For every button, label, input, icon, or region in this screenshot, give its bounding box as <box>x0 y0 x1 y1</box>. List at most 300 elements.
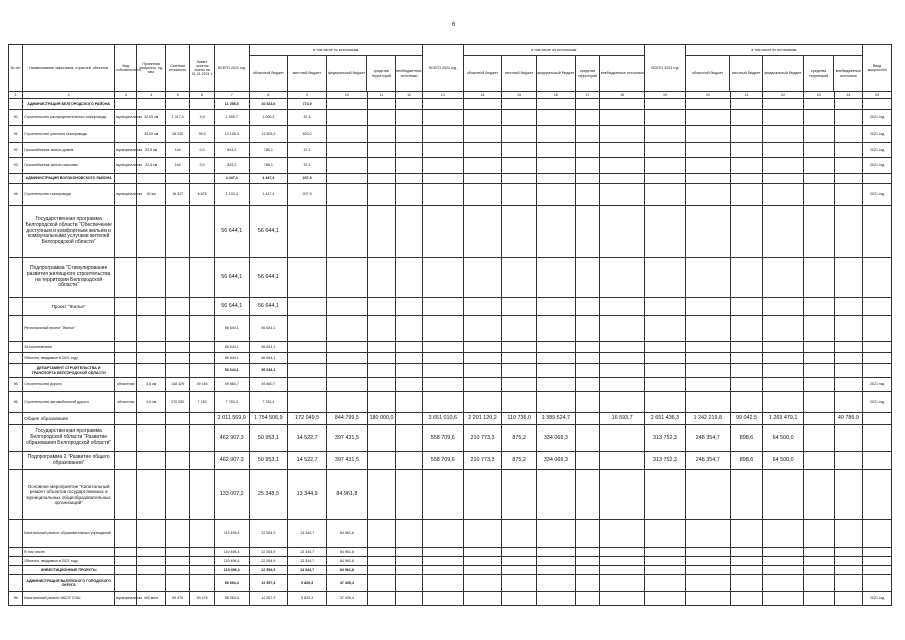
column-number: 9 <box>288 92 327 99</box>
cell <box>367 110 396 126</box>
row-name: Общее образование <box>23 413 115 425</box>
cell <box>804 452 835 470</box>
column-number: 25 <box>863 92 892 99</box>
cell <box>367 378 396 392</box>
cell <box>367 548 396 557</box>
cell <box>536 342 575 353</box>
cell <box>396 520 423 548</box>
table-row <box>9 575 892 592</box>
cell <box>137 174 166 184</box>
cell: 96 <box>9 392 23 413</box>
cell <box>834 364 863 378</box>
cell <box>575 158 599 174</box>
cell <box>190 566 214 575</box>
cell <box>600 158 645 174</box>
cell: 898,6 <box>730 425 763 452</box>
cell <box>137 298 166 316</box>
cell <box>288 298 327 316</box>
cell <box>863 575 892 592</box>
row-name: Строительство уличного газопровода <box>23 126 115 143</box>
cell <box>396 206 423 258</box>
cell <box>863 452 892 470</box>
cell <box>327 99 368 110</box>
cell <box>730 143 763 158</box>
cell <box>396 174 423 184</box>
cell <box>165 566 189 575</box>
cell <box>685 143 730 158</box>
cell <box>804 126 835 143</box>
cell <box>9 566 23 575</box>
cell <box>9 206 23 258</box>
cell: 6 875 <box>190 184 214 206</box>
cell <box>502 184 537 206</box>
cell: 56 644,1 <box>214 353 249 364</box>
cell <box>463 342 502 353</box>
column-number: 3 <box>115 92 137 99</box>
cell <box>685 364 730 378</box>
cell <box>685 592 730 606</box>
cell <box>165 548 189 557</box>
table-row <box>9 126 892 143</box>
column-number: 6 <box>190 92 214 99</box>
cell: 313 752,3 <box>645 452 686 470</box>
cell <box>536 206 575 258</box>
cell <box>763 110 804 126</box>
cell: 0,0 <box>190 158 214 174</box>
column-number: 1 <box>9 92 23 99</box>
cell <box>730 548 763 557</box>
cell: 558 709,6 <box>422 452 463 470</box>
row-name: Основное мероприятие "Капитальный ремонт объектов государственных и муниципальных общеобразовательных организаций" <box>23 470 115 520</box>
cell <box>396 353 423 364</box>
cell <box>685 110 730 126</box>
cell <box>115 413 137 425</box>
cell: 90 <box>9 110 23 126</box>
cell <box>137 353 166 364</box>
cell <box>600 425 645 452</box>
cell <box>834 557 863 566</box>
cell <box>137 566 166 575</box>
cell <box>422 548 463 557</box>
table-row <box>9 557 892 566</box>
cell <box>9 298 23 316</box>
cell: 56 644,1 <box>214 298 249 316</box>
cell <box>730 520 763 548</box>
cell <box>502 392 537 413</box>
cell <box>575 353 599 364</box>
cell <box>536 392 575 413</box>
cell <box>536 378 575 392</box>
cell: 558 709,6 <box>422 425 463 452</box>
cell <box>115 258 137 298</box>
cell <box>804 425 835 452</box>
cell: 207,9 <box>288 174 327 184</box>
column-number: 2 <box>23 92 115 99</box>
table-row <box>9 99 892 110</box>
cell: 91 <box>9 126 23 143</box>
cell <box>600 566 645 575</box>
cell: 57,1 <box>288 143 327 158</box>
cell <box>9 413 23 425</box>
cell <box>463 174 502 184</box>
cell: 2 651 436,3 <box>645 413 686 425</box>
table-row <box>9 520 892 548</box>
column-number: 16 <box>536 92 575 99</box>
cell: муниципальная <box>115 592 137 606</box>
cell <box>502 364 537 378</box>
row-name: Газоснабжение жилых домов <box>23 143 115 158</box>
cell <box>763 316 804 342</box>
col-num: № п/п <box>9 45 23 92</box>
cell <box>422 575 463 592</box>
row-name: Строительство газопровода <box>23 184 115 206</box>
cell: областная <box>115 378 137 392</box>
cell <box>165 298 189 316</box>
header-row <box>9 45 892 92</box>
cell <box>763 184 804 206</box>
row-name: ДЕПАРТАМЕНТ СТРОИТЕЛЬСТВА И ТРАНСПОРТА БЕЛГОРОДСКОЙ ОБЛАСТИ <box>23 364 115 378</box>
column-number: 8 <box>249 92 288 99</box>
table-row <box>9 566 892 575</box>
row-name: Объекты, вводимые в 2021 году <box>23 353 115 364</box>
cell <box>834 566 863 575</box>
column-number: 24 <box>834 92 863 99</box>
cell: 270 000 <box>165 392 189 413</box>
cell <box>804 143 835 158</box>
cell <box>730 575 763 592</box>
cell <box>763 470 804 520</box>
cell <box>863 548 892 557</box>
cell <box>575 126 599 143</box>
cell: 462 907,3 <box>214 425 249 452</box>
row-name: Капитальный ремонт образовательных учреждений <box>23 520 115 548</box>
cell <box>645 184 686 206</box>
row-name: В том числе: <box>23 548 115 557</box>
row-name: Региональный проект "Жилье" <box>23 316 115 342</box>
cell <box>863 206 892 258</box>
cell <box>463 392 502 413</box>
cell <box>575 425 599 452</box>
cell <box>502 548 537 557</box>
cell <box>804 342 835 353</box>
cell <box>685 470 730 520</box>
cell: 148 429 <box>165 378 189 392</box>
cell <box>645 258 686 298</box>
cell <box>502 143 537 158</box>
col-14: областной бюджет <box>464 56 503 91</box>
cell: 40 км <box>137 184 166 206</box>
cell <box>422 110 463 126</box>
cell <box>575 520 599 548</box>
table-row <box>9 548 892 557</box>
cell: 334 069,3 <box>536 452 575 470</box>
cell <box>502 470 537 520</box>
cell <box>367 520 396 548</box>
cell <box>190 575 214 592</box>
cell <box>834 298 863 316</box>
cell: 10 523,6 <box>249 99 288 110</box>
cell <box>763 126 804 143</box>
cell <box>804 378 835 392</box>
cell <box>804 174 835 184</box>
cell <box>685 557 730 566</box>
cell <box>730 470 763 520</box>
cell <box>367 298 396 316</box>
table-row <box>9 364 892 378</box>
cell <box>9 99 23 110</box>
cell <box>600 592 645 606</box>
cell <box>288 364 327 378</box>
cell <box>730 110 763 126</box>
row-name: За исключением <box>23 342 115 353</box>
cell <box>422 378 463 392</box>
cell <box>190 99 214 110</box>
cell <box>600 99 645 110</box>
cell <box>396 298 423 316</box>
cell <box>327 110 368 126</box>
cell <box>396 548 423 557</box>
cell <box>367 470 396 520</box>
cell: 1 389 524,7 <box>536 413 575 425</box>
table-row <box>9 470 892 520</box>
cell <box>115 452 137 470</box>
cell <box>645 392 686 413</box>
cell <box>763 353 804 364</box>
col-21: местный бюджет <box>730 56 763 91</box>
cell <box>685 566 730 575</box>
column-number: 13 <box>422 92 463 99</box>
cell: 2021 год <box>863 184 892 206</box>
cell: 5 829,3 <box>288 575 327 592</box>
cell: 1 754 506,9 <box>249 413 288 425</box>
table-row <box>9 592 892 606</box>
cell <box>396 566 423 575</box>
cell: 7 783,4 <box>249 392 288 413</box>
cell <box>730 592 763 606</box>
cell <box>763 575 804 592</box>
cell <box>396 143 423 158</box>
cell <box>863 557 892 566</box>
cell: 207,9 <box>288 184 327 206</box>
cell <box>422 353 463 364</box>
cell <box>190 316 214 342</box>
cell <box>763 99 804 110</box>
cell <box>367 143 396 158</box>
col-20: областной бюджет <box>686 56 731 91</box>
cell <box>190 557 214 566</box>
cell <box>396 592 423 606</box>
cell <box>645 378 686 392</box>
cell <box>575 174 599 184</box>
cell: 13 505,3 <box>249 126 288 143</box>
cell <box>367 99 396 110</box>
cell <box>367 126 396 143</box>
cell <box>834 126 863 143</box>
cell <box>685 174 730 184</box>
cell <box>575 557 599 566</box>
cell: 875,2 <box>502 425 537 452</box>
cell <box>422 184 463 206</box>
cell <box>463 548 502 557</box>
cell <box>9 557 23 566</box>
cell: 2021 год <box>863 392 892 413</box>
cell <box>463 143 502 158</box>
cell <box>367 158 396 174</box>
cell: 4,5 км <box>137 392 166 413</box>
cell <box>645 548 686 557</box>
column-number: 23 <box>804 92 835 99</box>
cell <box>575 548 599 557</box>
cell <box>463 126 502 143</box>
cell <box>9 258 23 298</box>
cell: 56 644,1 <box>249 206 288 258</box>
cell <box>463 364 502 378</box>
cell <box>804 520 835 548</box>
cell: 22 554,9 <box>249 557 288 566</box>
cell <box>685 184 730 206</box>
table-row <box>9 413 892 425</box>
column-number: 4 <box>137 92 166 99</box>
cell <box>536 158 575 174</box>
cell <box>288 316 327 342</box>
cell <box>536 174 575 184</box>
cell: 2021 год <box>863 110 892 126</box>
cell <box>600 110 645 126</box>
cell <box>575 364 599 378</box>
cell <box>9 575 23 592</box>
cell: 49 164 <box>190 378 214 392</box>
cell <box>396 425 423 452</box>
column-number: 12 <box>396 92 423 99</box>
cell: 1 133,4 <box>214 184 249 206</box>
cell <box>115 99 137 110</box>
cell <box>685 206 730 258</box>
cell <box>115 353 137 364</box>
cell <box>730 184 763 206</box>
cell: 56 644,1 <box>249 353 288 364</box>
cell <box>645 557 686 566</box>
cell <box>137 425 166 452</box>
col-name: Наименование заказчиков, отраслей, объектов <box>23 45 115 92</box>
cell <box>463 520 502 548</box>
cell: 1 242 219,8 <box>685 413 730 425</box>
column-number: 7 <box>214 92 249 99</box>
cell <box>730 206 763 258</box>
cell <box>327 158 368 174</box>
cell <box>502 174 537 184</box>
cell <box>9 316 23 342</box>
cell <box>730 316 763 342</box>
cell <box>422 316 463 342</box>
cell <box>645 592 686 606</box>
cell: 13 344,9 <box>288 470 327 520</box>
table-row <box>9 353 892 364</box>
cell <box>730 174 763 184</box>
cell <box>463 298 502 316</box>
cell <box>600 298 645 316</box>
cell: 7 783 <box>190 392 214 413</box>
cell: 119 496,4 <box>214 557 249 566</box>
row-name: Подпрограмма "Стимулирование развития жилищного строительства на территории Белгородской области" <box>23 258 115 298</box>
cell <box>165 413 189 425</box>
cell <box>804 566 835 575</box>
col-limit: Лимит. остаток сметы на 01.01.2021 г. <box>190 45 214 92</box>
cell <box>863 174 892 184</box>
cell <box>327 174 368 184</box>
cell: 603,0 <box>288 126 327 143</box>
cell <box>730 298 763 316</box>
cell <box>600 470 645 520</box>
cell <box>115 126 137 143</box>
cell: 95 <box>9 378 23 392</box>
cell <box>804 298 835 316</box>
cell: 39,0 <box>190 126 214 143</box>
cell <box>327 353 368 364</box>
cell <box>834 575 863 592</box>
cell: 2021 год <box>863 592 892 606</box>
cell <box>367 364 396 378</box>
cell <box>190 548 214 557</box>
cell: 843,2 <box>214 158 249 174</box>
cell: 56 644,1 <box>214 258 249 298</box>
cell <box>575 575 599 592</box>
cell <box>190 258 214 298</box>
cell <box>685 126 730 143</box>
table-row <box>9 342 892 353</box>
cell <box>137 470 166 520</box>
cell <box>137 520 166 548</box>
cell: 56 644,1 <box>214 364 249 378</box>
cell <box>645 206 686 258</box>
row-name: АДМИНИСТРАЦИЯ БЕЛГОРОДСКОГО РАЙОНА <box>23 99 115 110</box>
cell <box>645 342 686 353</box>
cell: 14 522,7 <box>288 452 327 470</box>
cell <box>137 258 166 298</box>
cell <box>190 452 214 470</box>
cell <box>502 126 537 143</box>
cell <box>165 258 189 298</box>
cell <box>9 520 23 548</box>
cell <box>804 110 835 126</box>
cell <box>600 548 645 557</box>
cell <box>327 143 368 158</box>
cell <box>327 392 368 413</box>
cell <box>502 566 537 575</box>
cell <box>600 378 645 392</box>
cell <box>396 575 423 592</box>
cell: 28 240 <box>165 126 189 143</box>
cell <box>327 126 368 143</box>
cell <box>863 413 892 425</box>
cell: 133 007,2 <box>214 470 249 520</box>
cell <box>575 110 599 126</box>
cell <box>645 520 686 548</box>
investment-table <box>8 44 892 606</box>
cell <box>575 452 599 470</box>
cell <box>763 158 804 174</box>
table-row <box>9 425 892 452</box>
cell <box>804 353 835 364</box>
cell <box>463 592 502 606</box>
row-name: Объекты, вводимые в 2021 году <box>23 557 115 566</box>
cell <box>115 174 137 184</box>
cell <box>190 413 214 425</box>
cell <box>463 158 502 174</box>
cell <box>536 316 575 342</box>
cell <box>190 206 214 258</box>
cell <box>422 143 463 158</box>
col-15: местный бюджет <box>502 56 537 91</box>
